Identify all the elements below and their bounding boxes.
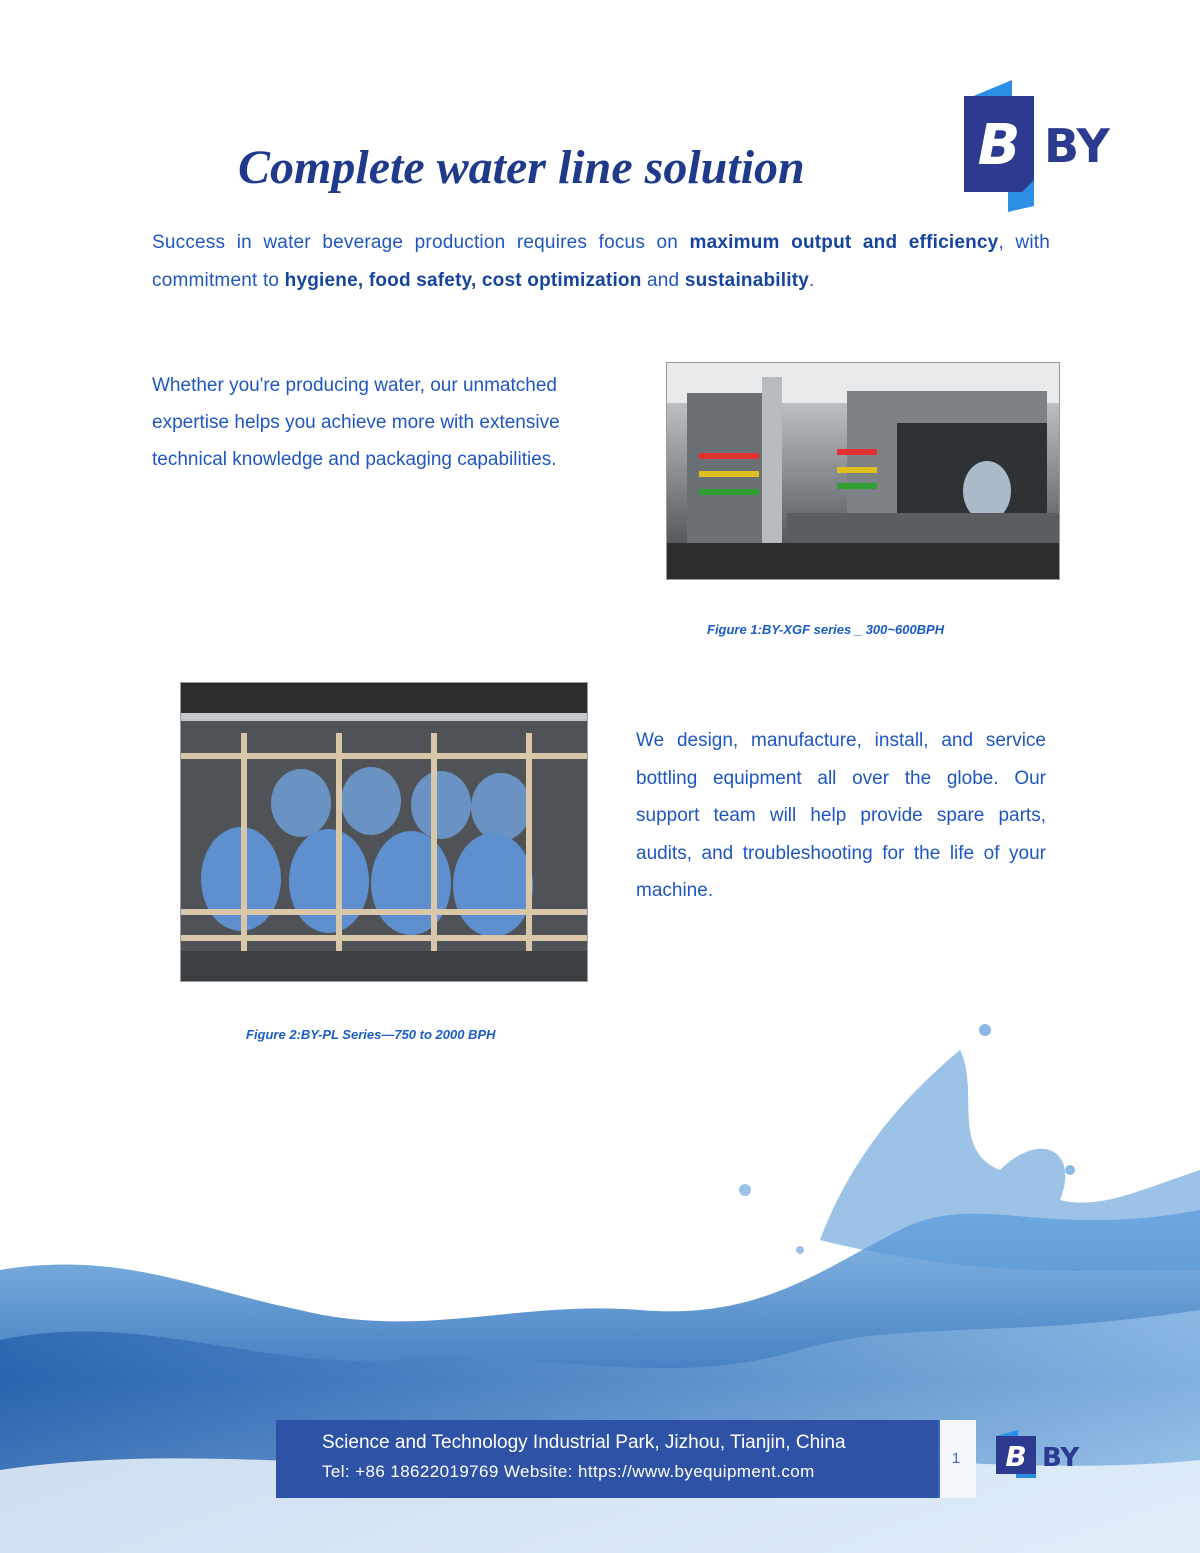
- by-logo-small-icon: [994, 1430, 1086, 1478]
- page-number: 1: [951, 1450, 961, 1467]
- intro-text-1: Success in water beverage production requires focus on: [152, 232, 690, 253]
- intro-text-4: .: [809, 270, 815, 291]
- logo-small-text: BY: [1042, 1443, 1080, 1473]
- page-title: Complete water line solution: [238, 141, 805, 194]
- expertise-paragraph: Whether you're producing water, our unmatched expertise helps you achieve more with extensive technical knowledge and packaging capabilities.: [152, 375, 560, 470]
- intro-bold-2: hygiene, food safety, cost optimization: [284, 270, 642, 291]
- intro-paragraph: [152, 224, 1050, 300]
- logo-mark: B: [977, 113, 1021, 178]
- intro-text-3: and: [641, 270, 685, 291]
- figure-1-caption: Figure 1:BY-XGF series _ 300~600BPH: [707, 622, 945, 637]
- logo-small-mark: B: [1005, 1440, 1027, 1473]
- water-jugs-photo: [180, 682, 588, 982]
- intro-text-2: , with commitment to: [152, 232, 1050, 291]
- filling-machine-photo: [666, 362, 1060, 580]
- service-paragraph: We design, manufacture, install, and service bottling equipment all over the globe. Our support team will help provide spare parts, audits, and troubleshooting for the life of your machine.: [636, 730, 1046, 901]
- figure-2-caption: Figure 2:BY-PL Series—750 to 2000 BPH: [246, 1027, 496, 1042]
- by-logo-icon: [962, 80, 1142, 212]
- footer-address: Science and Technology Industrial Park, Jizhou, Tianjin, China: [322, 1432, 846, 1453]
- intro-bold-3: sustainability: [684, 270, 810, 291]
- footer-contact: Tel: +86 18622019769 Website: https://www.byequipment.com: [322, 1462, 815, 1481]
- intro-bold-1: maximum output and efficiency: [689, 232, 999, 253]
- logo-text: BY: [1044, 119, 1110, 173]
